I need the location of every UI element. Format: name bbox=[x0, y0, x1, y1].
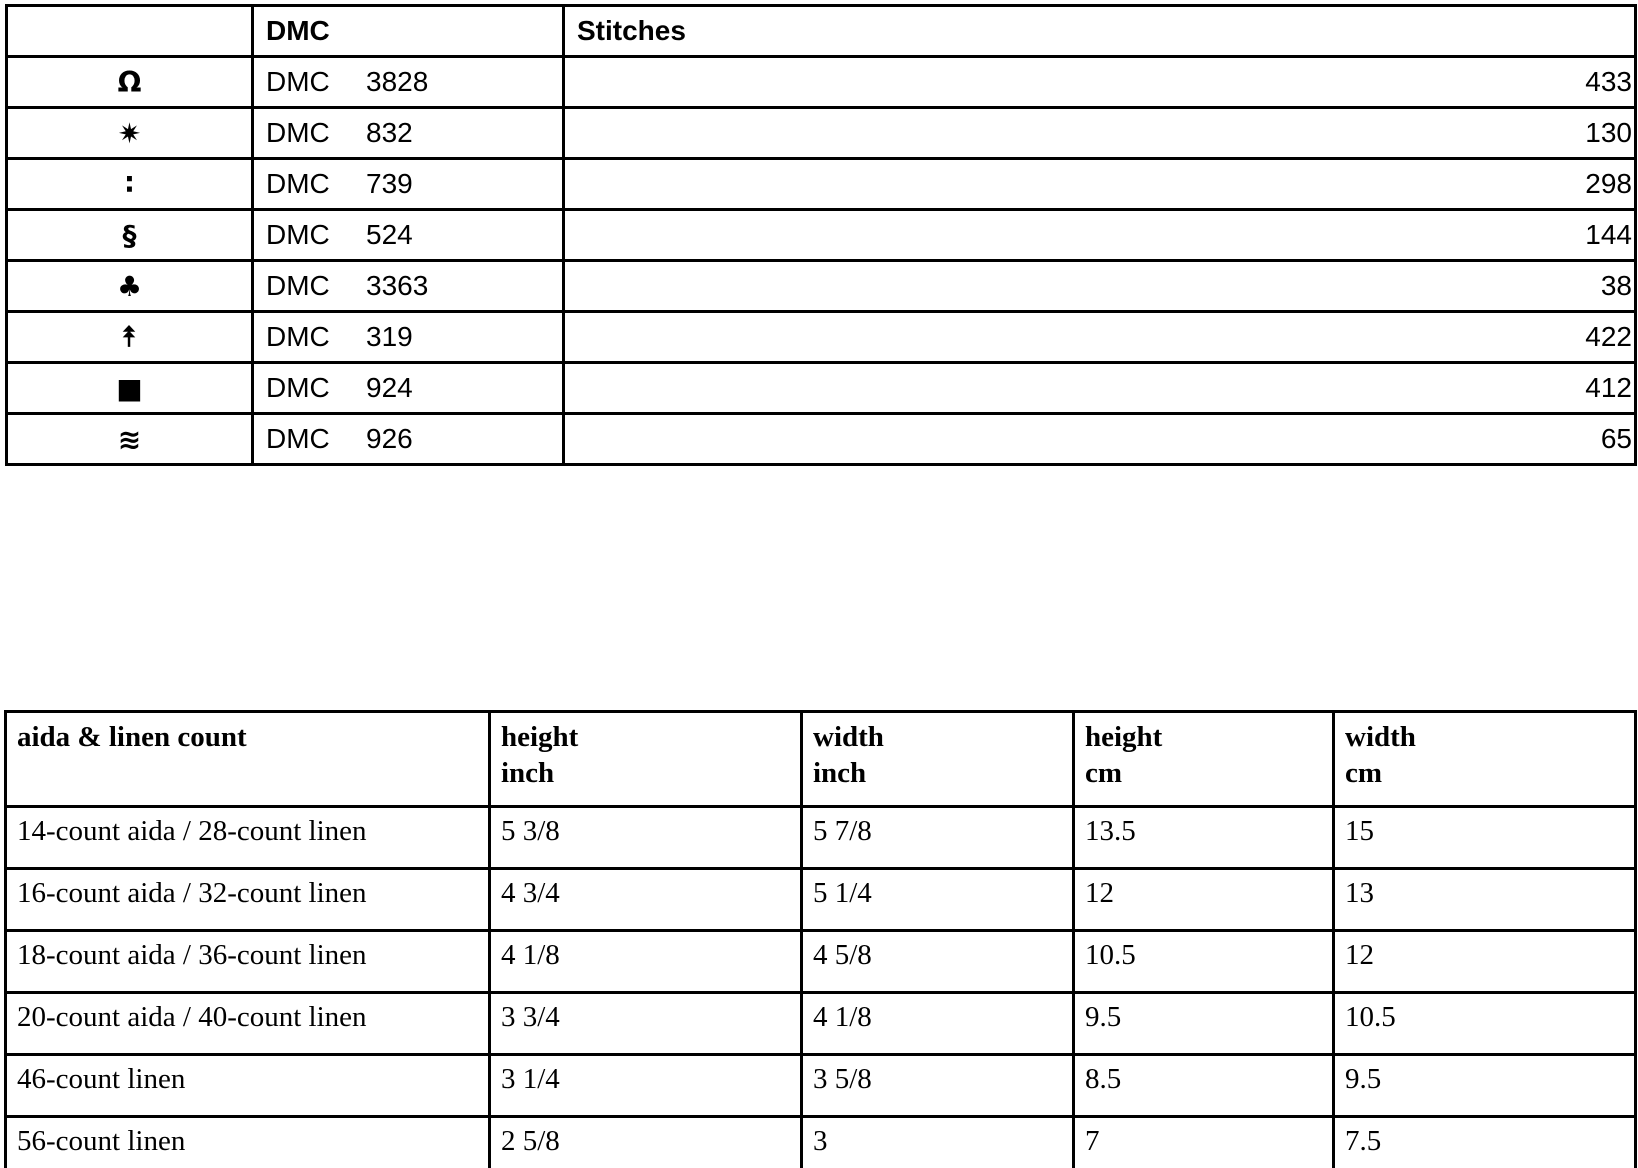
key-row bbox=[7, 210, 1636, 261]
stitch-count: 65 bbox=[564, 414, 1636, 465]
star-burst-icon: ✷ bbox=[7, 108, 253, 159]
key-row bbox=[7, 159, 1636, 210]
header-line: cm bbox=[1345, 757, 1383, 789]
header-fabric-count bbox=[6, 712, 490, 807]
width-inch-cell: 3 5/8 bbox=[802, 1055, 1074, 1117]
key-header-stitches: Stitches bbox=[564, 6, 1636, 57]
header-line: cm bbox=[1085, 757, 1123, 789]
key-row bbox=[7, 108, 1636, 159]
width-cm-cell: 15 bbox=[1334, 807, 1636, 869]
fabric-size-table bbox=[4, 710, 1637, 1168]
omega-icon: Ω bbox=[7, 57, 253, 108]
header-height-cm bbox=[1074, 712, 1334, 807]
height-cm-cell: 13.5 bbox=[1074, 807, 1334, 869]
key-row bbox=[7, 57, 1636, 108]
dmc-cell bbox=[253, 414, 564, 465]
height-cm-cell: 9.5 bbox=[1074, 993, 1334, 1055]
height-cm-cell: 8.5 bbox=[1074, 1055, 1334, 1117]
width-cm-cell: 10.5 bbox=[1334, 993, 1636, 1055]
size-row bbox=[6, 1117, 1636, 1168]
header-line: inch bbox=[501, 757, 555, 789]
size-row bbox=[6, 931, 1636, 993]
width-inch-cell: 3 bbox=[802, 1117, 1074, 1168]
dmc-brand: DMC bbox=[266, 270, 330, 301]
header-line: inch bbox=[813, 757, 867, 789]
dmc-cell bbox=[253, 210, 564, 261]
width-cm-cell: 13 bbox=[1334, 869, 1636, 931]
width-cm-cell: 12 bbox=[1334, 931, 1636, 993]
header-width-inch bbox=[802, 712, 1074, 807]
colon-icon: ∶ bbox=[7, 159, 253, 210]
dmc-brand: DMC bbox=[266, 321, 330, 352]
fabric-count-cell: 46-count linen bbox=[6, 1055, 490, 1117]
dmc-code: 524 bbox=[366, 219, 413, 250]
size-row bbox=[6, 807, 1636, 869]
header-line: width bbox=[813, 721, 884, 753]
header-height-inch bbox=[490, 712, 802, 807]
dmc-cell bbox=[253, 261, 564, 312]
height-inch-cell: 5 3/8 bbox=[490, 807, 802, 869]
width-inch-cell: 5 7/8 bbox=[802, 807, 1074, 869]
key-header-dmc: DMC bbox=[253, 6, 564, 57]
header-line: height bbox=[1085, 721, 1163, 753]
fabric-count-cell: 16-count aida / 32-count linen bbox=[6, 869, 490, 931]
dmc-code: 739 bbox=[366, 168, 413, 199]
dmc-code: 926 bbox=[366, 423, 413, 454]
height-inch-cell: 4 1/8 bbox=[490, 931, 802, 993]
key-header-row bbox=[7, 6, 1636, 57]
header-line: height bbox=[501, 721, 579, 753]
height-cm-cell: 10.5 bbox=[1074, 931, 1334, 993]
header-width-cm bbox=[1334, 712, 1636, 807]
stitch-count: 130 bbox=[564, 108, 1636, 159]
stitch-count: 422 bbox=[564, 312, 1636, 363]
height-inch-cell: 3 1/4 bbox=[490, 1055, 802, 1117]
section-sign-icon: § bbox=[7, 210, 253, 261]
color-key-table bbox=[5, 4, 1637, 466]
club-icon: ♣ bbox=[7, 261, 253, 312]
stitch-count: 412 bbox=[564, 363, 1636, 414]
size-row bbox=[6, 869, 1636, 931]
width-cm-cell: 7.5 bbox=[1334, 1117, 1636, 1168]
dmc-cell bbox=[253, 159, 564, 210]
height-cm-cell: 12 bbox=[1074, 869, 1334, 931]
dmc-cell bbox=[253, 312, 564, 363]
stitch-count: 298 bbox=[564, 159, 1636, 210]
dmc-cell bbox=[253, 57, 564, 108]
stitch-count: 38 bbox=[564, 261, 1636, 312]
dmc-cell bbox=[253, 108, 564, 159]
height-inch-cell: 2 5/8 bbox=[490, 1117, 802, 1168]
stitch-count: 144 bbox=[564, 210, 1636, 261]
size-header-row bbox=[6, 712, 1636, 807]
dmc-code: 319 bbox=[366, 321, 413, 352]
height-inch-cell: 4 3/4 bbox=[490, 869, 802, 931]
key-row bbox=[7, 261, 1636, 312]
dmc-brand: DMC bbox=[266, 66, 330, 97]
header-line: width bbox=[1345, 721, 1416, 753]
width-inch-cell: 5 1/4 bbox=[802, 869, 1074, 931]
key-header-symbol bbox=[7, 6, 253, 57]
height-cm-cell: 7 bbox=[1074, 1117, 1334, 1168]
tree-icon: ⯭ bbox=[7, 312, 253, 363]
dmc-brand: DMC bbox=[266, 219, 330, 250]
triple-tilde-icon: ≋ bbox=[7, 414, 253, 465]
dmc-cell bbox=[253, 363, 564, 414]
dmc-code: 3363 bbox=[366, 270, 429, 301]
width-cm-cell: 9.5 bbox=[1334, 1055, 1636, 1117]
key-row bbox=[7, 414, 1636, 465]
width-inch-cell: 4 1/8 bbox=[802, 993, 1074, 1055]
size-row bbox=[6, 993, 1636, 1055]
header-line: aida & linen count bbox=[17, 721, 247, 753]
dmc-brand: DMC bbox=[266, 372, 330, 403]
dmc-brand: DMC bbox=[266, 423, 330, 454]
fabric-count-cell: 56-count linen bbox=[6, 1117, 490, 1168]
width-inch-cell: 4 5/8 bbox=[802, 931, 1074, 993]
dmc-code: 832 bbox=[366, 117, 413, 148]
dmc-code: 924 bbox=[366, 372, 413, 403]
height-inch-cell: 3 3/4 bbox=[490, 993, 802, 1055]
dmc-brand: DMC bbox=[266, 117, 330, 148]
fabric-count-cell: 18-count aida / 36-count linen bbox=[6, 931, 490, 993]
key-row bbox=[7, 312, 1636, 363]
key-row bbox=[7, 363, 1636, 414]
size-row bbox=[6, 1055, 1636, 1117]
dmc-code: 3828 bbox=[366, 66, 429, 97]
fabric-count-cell: 14-count aida / 28-count linen bbox=[6, 807, 490, 869]
fabric-count-cell: 20-count aida / 40-count linen bbox=[6, 993, 490, 1055]
stitch-count: 433 bbox=[564, 57, 1636, 108]
dmc-brand: DMC bbox=[266, 168, 330, 199]
filled-square-icon: ■ bbox=[7, 363, 253, 414]
